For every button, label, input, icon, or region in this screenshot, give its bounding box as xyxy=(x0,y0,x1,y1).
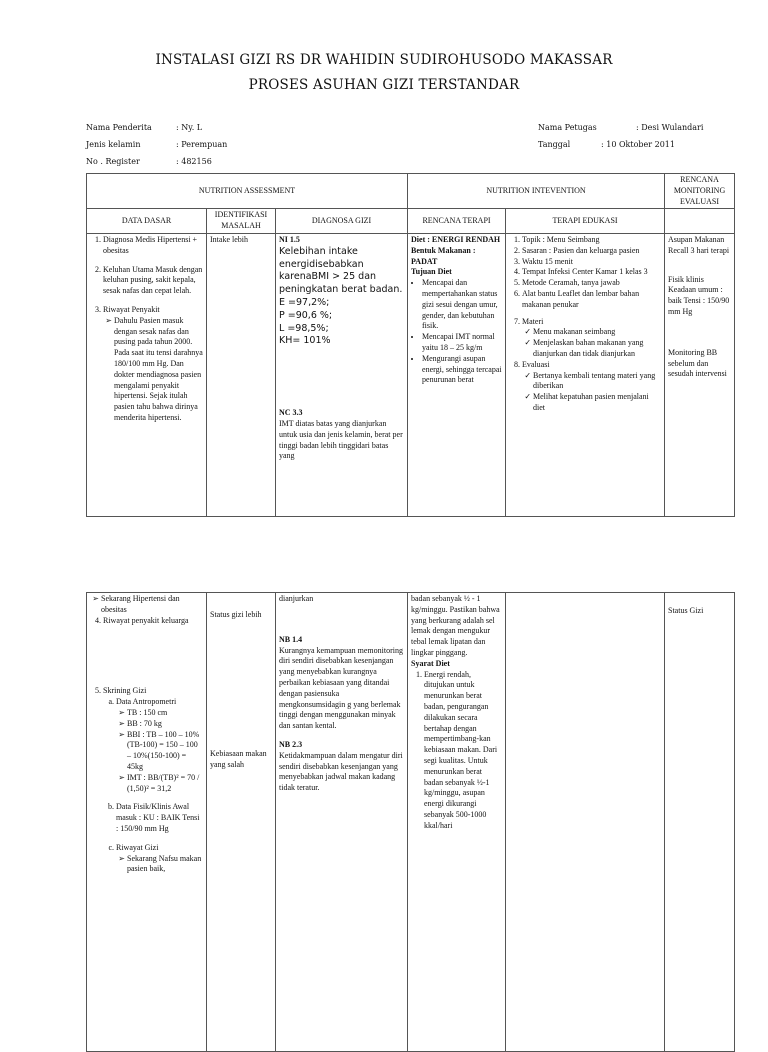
data-dasar-cell xyxy=(87,233,207,516)
list-item: ➢ BB : 70 kg xyxy=(127,719,203,730)
list-item xyxy=(522,360,661,414)
list-item: 5. Metode Ceramah, tanya jawab xyxy=(522,278,661,289)
terapi-edukasi-cell xyxy=(506,593,665,1052)
list-item xyxy=(522,317,661,360)
register-value: : 482156 xyxy=(176,157,212,166)
monitoring-cell xyxy=(665,233,735,516)
name-label: Nama Penderita xyxy=(86,123,152,132)
energy-percent: E =97,2%; xyxy=(279,297,330,309)
list-item: ➢ Sekarang Hipertensi dan obesitas xyxy=(101,594,203,616)
rencana-terapi-cell xyxy=(408,233,506,516)
date-label: Tanggal xyxy=(538,140,571,149)
header-intervention: NUTRITION INTEVENTION xyxy=(408,174,665,209)
monitoring-text: Asupan Makanan Recall 3 hari terapi xyxy=(668,234,730,255)
problem-text: Intake lebih xyxy=(210,234,248,244)
list-item: 4. Riwayat penyakit keluarga xyxy=(103,616,203,627)
fat-percent: L =98,5%; xyxy=(279,322,329,334)
carb-percent: KH= 101% xyxy=(279,335,331,347)
list-item: ➢ Sekarang Nafsu makan pasien baik, xyxy=(127,854,203,876)
food-form xyxy=(411,246,502,268)
diagnosis-code: NI 1.5 xyxy=(279,234,300,244)
diagnosis-text: Ketidakmampuan dalam mengatur diri sendiri disebabkan kesenjangan yang menyebabkan jadwal makan kadang tidak teratur. xyxy=(279,750,403,793)
data-dasar-cell xyxy=(87,593,207,1052)
page-subtitle: PROSES ASUHAN GIZI TERSTANDAR xyxy=(248,77,520,93)
list-item: 4. Tempat Infeksi Center Kamar 1 kelas 3 xyxy=(522,267,661,278)
diagnosa-cell xyxy=(276,233,408,516)
list-item: 3. Waktu 15 menit xyxy=(522,257,661,268)
list-item: ✓ Melihat kepatuhan pasien menjalani diet xyxy=(533,392,661,414)
diet-requirement-label: Syarat Diet xyxy=(411,658,450,668)
diagnosis-text: IMT diatas batas yang dianjurkan untuk usia dan jenis kelamin, berat per tinggi badan lebih tinggidari batas yang xyxy=(279,419,403,461)
sex-label: Jenis kelamin xyxy=(86,140,141,149)
officer-value: : Desi Wulandari xyxy=(636,123,704,132)
list-item: 2. Keluhan Utama Masuk dengan keluhan pusing, sakit kepala, sesak nafas dan cepat lelah. xyxy=(103,265,203,297)
care-table-page1 xyxy=(86,173,735,517)
diagnosis-code: NC 3.3 xyxy=(279,408,303,418)
list-item-label: Riwayat Gizi xyxy=(116,842,159,852)
diagnosis-code: NB 2.3 xyxy=(279,739,303,749)
header-empty xyxy=(665,209,735,234)
list-item-label: Skrining Gizi xyxy=(103,686,147,696)
list-item: ✓ Menjelaskan bahan makanan yang dianjurkan dan tidak dianjurkan xyxy=(533,338,661,360)
list-item: 1. Topik : Menu Seimbang xyxy=(522,235,661,246)
header-diagnosa: DIAGNOSA GIZI xyxy=(276,209,408,234)
monitoring-text: Fisik klinis Keadaan umum : baik Tensi : 150/90 mm Hg xyxy=(668,274,730,316)
header-terapi-edukasi: TERAPI EDUKASI xyxy=(506,209,665,234)
list-item-label: Riwayat Penyakit xyxy=(103,304,160,314)
monitoring-text: Status Gizi xyxy=(668,606,704,615)
register-label: No . Register xyxy=(86,157,140,166)
list-item-label: Data Antropometri xyxy=(116,697,177,707)
sex-value: : Perempuan xyxy=(176,140,228,149)
protein-percent: P =90,6 %; xyxy=(279,309,333,321)
list-item-label: Evaluasi xyxy=(522,359,550,369)
food-form-value: : PADAT xyxy=(411,245,476,266)
list-item: ➢ IMT : BB/(TB)² = 70 / (1,50)² = 31,2 xyxy=(127,773,203,795)
list-item xyxy=(103,686,203,875)
problem-text: Kebiasaan makan yang salah xyxy=(210,748,267,769)
list-item: • Mengurangi asupan energi, sehingga tercapai penurunan berat xyxy=(422,354,502,386)
identifikasi-cell xyxy=(207,593,276,1052)
list-item: 1. Energi rendah, ditujukan untuk menurunkan berat badan, pengurangan dilakukan secara bertahap dengan mempertimbang-kan kebiasaan makan. Dari segi kualitas. Untuk menurunkan berat badan sebanyak ½-1 kg/minggu, asupan energi dikurangi sebanyak 500-1000 kkal/hari xyxy=(424,670,502,832)
name-value: : Ny. L xyxy=(176,123,203,132)
list-item: ➢ Dahulu Pasien masuk dengan sesak nafas dan pusing pada tahun 2000. Pada saat itu tensi darahnya 180/100 mm Hg. Dan dokter mendiagnosa pasien mengalami penyakit hipertensi. Sejak itulah pasien tahu bahwa dirinya menderita hipertensi. xyxy=(114,316,203,424)
list-item xyxy=(116,843,203,875)
page-title: INSTALASI GIZI RS DR WAHIDIN SUDIROHUSODO MAKASSAR xyxy=(155,52,613,68)
list-item xyxy=(116,697,203,794)
list-item: 2. Sasaran : Pasien dan keluarga pasien xyxy=(522,246,661,257)
diet-type: Diet : ENERGI RENDAH xyxy=(411,234,501,244)
diagnosis-text xyxy=(279,246,404,349)
list-item: 6. Alat bantu Leaflet dan lembar bahan makanan penukar xyxy=(522,289,661,311)
diagnosis-text: Kurangnya kemampuan memonitoring diri sendiri disebabkan kesenjangan yang menyebabkan kurangnya perbaikan kebiasaan yang ditandai dengan pasiensuka mengkonsumsidagin g yang berlemak tinggi dengan menggunakan minyak dan santan kental. xyxy=(279,645,403,731)
terapi-edukasi-cell xyxy=(506,233,665,516)
monitoring-text: Monitoring BB sebelum dan sesudah intervensi xyxy=(668,347,727,379)
list-item-label: Materi xyxy=(522,316,544,326)
problem-text: Status gizi lebih xyxy=(210,610,262,619)
officer-label: Nama Petugas xyxy=(538,123,597,132)
list-item: ✓ Menu makanan seimbang xyxy=(533,327,661,338)
care-table-page2 xyxy=(86,592,735,1052)
rencana-terapi-cell xyxy=(408,593,506,1052)
list-item: 1. Diagnosa Medis Hipertensi + obesitas xyxy=(103,235,203,257)
monitoring-cell xyxy=(665,593,735,1052)
header-assessment: NUTRITION ASSESSMENT xyxy=(87,174,408,209)
list-item xyxy=(103,305,203,424)
date-value: : 10 Oktober 2011 xyxy=(601,140,675,149)
list-item: ➢ TB : 150 cm xyxy=(127,708,203,719)
diet-goal-label: Tujuan Diet xyxy=(411,267,452,277)
list-item: • Mencapai dan mempertahankan status gizi sesui dengan umur, gender, dan kebutuhan fisik. xyxy=(422,278,502,332)
list-item: • Mencapai IMT normal yaitu 18 – 25 kg/m xyxy=(422,332,502,354)
diagnosa-cell xyxy=(276,593,408,1052)
header-rencana-terapi: RENCANA TERAPI xyxy=(408,209,506,234)
diagnosis-code: NB 1.4 xyxy=(279,634,303,644)
food-form-label: Bentuk Makanan xyxy=(411,245,471,255)
therapy-text: badan sebanyak ½ - 1 kg/minggu. Pastikan bahwa yang berkurang adalah sel lemak dengan mengukur tebal lemak lipatan dan lingkar pinggang. xyxy=(411,594,500,657)
list-item: b. Data Fisik/Klinis Awal masuk : KU : BAIK Tensi : 150/90 mm Hg xyxy=(116,802,203,834)
diagnosis-text: dianjurkan xyxy=(279,594,314,603)
identifikasi-cell xyxy=(207,233,276,516)
header-data-dasar: DATA DASAR xyxy=(87,209,207,234)
list-item: ✓ Bertanya kembali tentang materi yang diberikan xyxy=(533,371,661,393)
header-monitoring: RENCANA MONITORING EVALUASI xyxy=(665,174,735,209)
diagnosis-statement: Kelebihan intake energidisebabkan karenaBMI > 25 dan peningkatan berat badan. xyxy=(279,245,403,296)
header-identifikasi: IDENTIFIKASI MASALAH xyxy=(207,209,276,234)
list-item: ➢ BBI : TB – 100 – 10%(TB-100) = 150 – 100 – 10%(150-100) = 45kg xyxy=(127,730,203,773)
